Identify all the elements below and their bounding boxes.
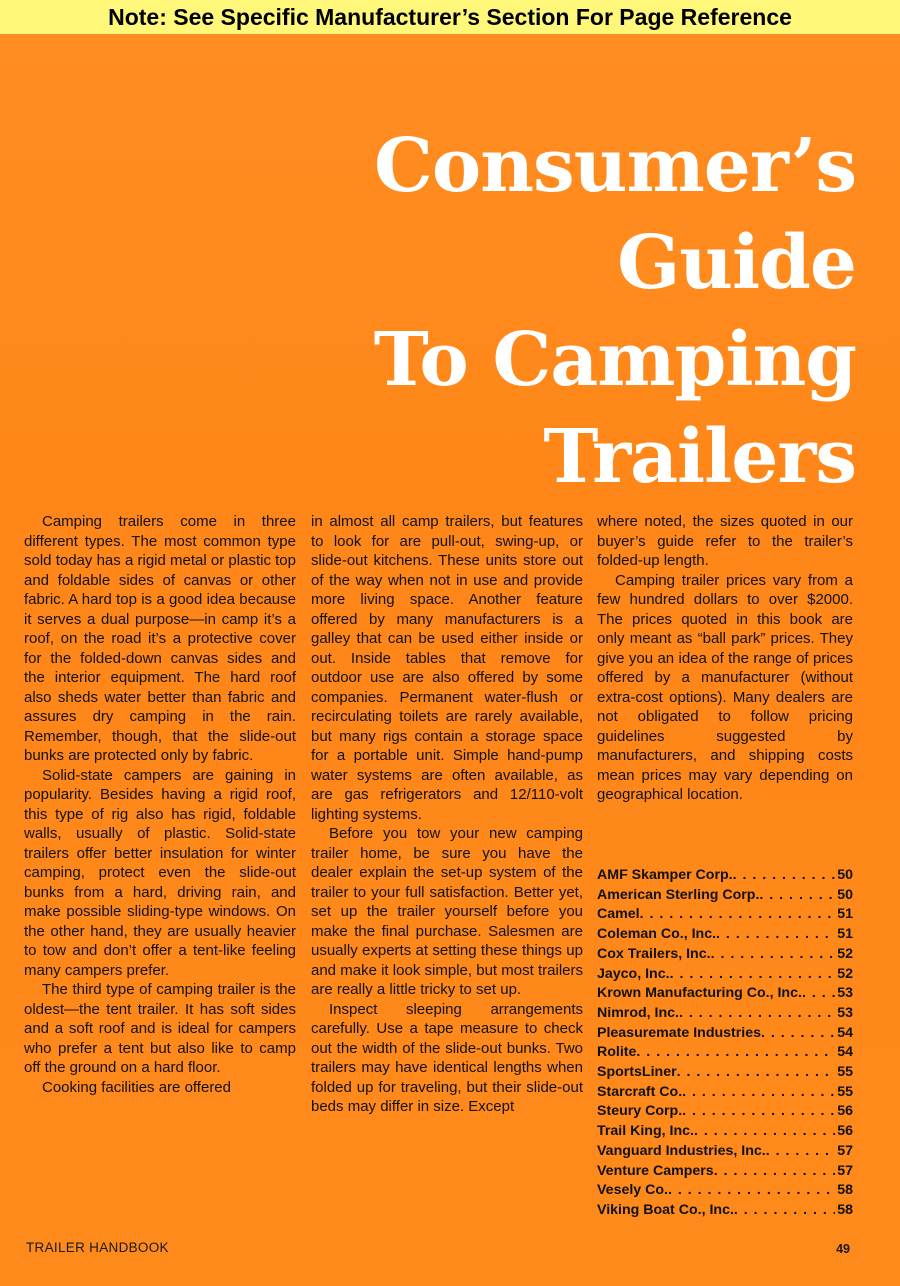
article-title [216, 118, 856, 506]
manufacturer-index-row [597, 866, 853, 886]
manufacturer-name: Nimrod, Inc. [597, 1004, 679, 1021]
manufacturer-index-row [597, 886, 853, 906]
manufacturer-index-row [597, 1004, 853, 1024]
leader-dots [682, 1083, 835, 1103]
manufacturer-page-number: 51 [837, 926, 853, 943]
manufacturer-page-number: 52 [837, 965, 853, 982]
manufacturer-name: Starcraft Co. [597, 1083, 683, 1100]
manufacturer-index-row [597, 1142, 853, 1162]
paragraph: where noted, the sizes quoted in our buyer’s guide refer to the trailer’s folded-up length. [597, 513, 853, 569]
leader-dots [636, 1043, 835, 1063]
manufacturer-name: Vanguard Industries, Inc. [597, 1142, 766, 1159]
manufacturer-name: SportsLiner [597, 1064, 677, 1081]
text-column-2 [311, 512, 583, 1117]
manufacturer-index-row [597, 1083, 853, 1103]
paragraph: Before you tow your new camping trailer home, be sure you have the dealer explain the set-up system of the trailer to your full satisfaction. Better yet, set up the trailer yourself before you make the final purchase. Salesmen are usually experts at setting these things up and make it look simple, but most trailers are really a little tricky to set up. [311, 825, 583, 998]
title-line-4: Trailers [543, 414, 856, 500]
manufacturer-page-number: 50 [837, 867, 853, 883]
manufacturer-index-row [597, 1063, 853, 1083]
paragraph: in almost all camp trailers, but features to look for are pull-out, swing-up, or slide-out kitchens. These units store out of the way when not in use and provide more living space. Another feature offered by many manufacturers is a galley that can be used either inside or out. Inside tables that remove for outdoor use are also offered by some companies. Permanent water-flush or recirculating toilets are rarely available, but many rigs contain a storage space for a portable unit. Simple hand-pump water systems are often available, as are gas refrigerators and 12/110-volt lighting systems. [311, 513, 583, 823]
text-column-3 [597, 512, 853, 805]
leader-dots [716, 925, 835, 945]
manufacturer-page-number: 54 [837, 1044, 853, 1061]
leader-dots [677, 1063, 836, 1083]
manufacturer-index-row [597, 1043, 853, 1063]
manufacturer-page-number: 51 [837, 906, 853, 923]
manufacturer-page-number: 53 [837, 985, 853, 1002]
leader-dots [640, 905, 836, 925]
page-reference-note: Note: See Specific Manufacturer’s Section For Page Reference [0, 0, 900, 34]
leader-dots [733, 866, 836, 886]
manufacturer-name: American Sterling Corp. [597, 886, 760, 903]
manufacturer-index [597, 866, 853, 1221]
manufacturer-page-number: 56 [837, 1123, 853, 1140]
leader-dots [759, 886, 835, 906]
manufacturer-page-number: 57 [837, 1162, 853, 1179]
page-number: 49 [836, 1242, 850, 1256]
paragraph: Camping trailer prices vary from a few hundred dollars to over $2000. The prices quoted in this book are only meant as “ball park” prices. They give you an idea of the range of prices offered by a manufacturer (without extra-cost options). Many dealers are not obligated to follow pricing guidelines suggested by manufacturers, and shipping costs mean prices may vary depending on geographical location. [597, 571, 853, 803]
manufacturer-index-row [597, 1181, 853, 1201]
paragraph: Cooking facilities are offered [42, 1078, 231, 1096]
manufacturer-name: Trail King, Inc. [597, 1123, 694, 1140]
manufacturer-name: Vesely Co. [597, 1182, 668, 1199]
leader-dots [761, 1024, 835, 1044]
manufacturer-name: Venture Campers [597, 1162, 714, 1179]
leader-dots [711, 945, 836, 965]
manufacturer-name: Camel [597, 906, 640, 923]
title-line-1: Consumer’s [373, 123, 856, 209]
magazine-page [0, 34, 900, 1286]
paragraph: Inspect sleeping arrangements carefully. Use a tape measure to check out the width of the slide-out bunks. Two trailers may have identical lengths when folded up for traveling, but their slide-out beds may differ in size. Except [311, 1000, 583, 1115]
manufacturer-page-number: 50 [837, 886, 853, 903]
manufacturer-name: Steury Corp. [597, 1103, 683, 1120]
manufacturer-name: Coleman Co., Inc. [597, 926, 717, 943]
manufacturer-page-number: 55 [837, 1064, 853, 1081]
manufacturer-name: Jayco, Inc. [597, 965, 670, 982]
manufacturer-index-row [597, 1162, 853, 1182]
leader-dots [734, 1201, 835, 1221]
manufacturer-index-row [597, 945, 853, 965]
paragraph: Solid-state campers are gaining in popularity. Besides having a rigid roof, this type of rig also has rigid, foldable walls, usually of plastic. Solid-state trailers offer better insulation for winter camping, protect even the slide-out bunks from a hard, driving rain, and make possible sliding-type windows. On the other hand, they are usually heavier to tow and don’t offer a tent-like feeling many campers prefer. [24, 766, 296, 979]
leader-dots [802, 984, 835, 1004]
leader-dots [668, 1181, 835, 1201]
leader-dots [766, 1142, 836, 1162]
manufacturer-index-row [597, 905, 853, 925]
manufacturer-name: Rolite [597, 1044, 637, 1061]
manufacturer-index-row [597, 1102, 853, 1122]
footer-publication: TRAILER HANDBOOK [26, 1240, 169, 1255]
manufacturer-name: Cox Trailers, Inc. [597, 945, 711, 962]
title-line-3: To Camping [373, 317, 856, 403]
manufacturer-name: AMF Skamper Corp. [597, 867, 733, 883]
manufacturer-name: Pleasuremate Industries [597, 1024, 762, 1041]
manufacturer-index-row [597, 965, 853, 985]
manufacturer-page-number: 52 [837, 945, 853, 962]
paragraph: The third type of camping trailer is the oldest—the tent trailer. It has soft sides and a soft roof and is ideal for campers who prefer a tent but also like to camp off the ground on a hard floor. [24, 981, 296, 1076]
leader-dots [679, 1004, 835, 1024]
manufacturer-page-number: 58 [837, 1182, 853, 1199]
leader-dots [670, 965, 836, 985]
leader-dots [682, 1102, 835, 1122]
paragraph: Camping trailers come in three different types. The most common type sold today has a rigid metal or plastic top and foldable sides of canvas or other fabric. A hard top is a good idea because it serves a dual purpose—in camp it’s a roof, on the road it’s a protective cover for the folded-down canvas sides and the interior equipment. The hard roof also sheds water better than fabric and assures dry camping in the rain. Remember, though, that the slide-out bunks are protected only by fabric. [24, 513, 296, 764]
manufacturer-index-row [597, 1122, 853, 1142]
title-line-2: Guide [617, 220, 856, 306]
manufacturer-page-number: 55 [837, 1083, 853, 1100]
manufacturer-page-number: 54 [837, 1024, 853, 1041]
leader-dots [714, 1162, 836, 1182]
manufacturer-page-number: 57 [837, 1142, 853, 1159]
manufacturer-name: Viking Boat Co., Inc. [597, 1201, 734, 1218]
manufacturer-index-row [597, 1201, 853, 1221]
manufacturer-name: Krown Manufacturing Co., Inc. [597, 985, 802, 1002]
manufacturer-index-row [597, 984, 853, 1004]
leader-dots [694, 1122, 835, 1142]
manufacturer-page-number: 58 [837, 1201, 853, 1218]
text-column-1 [24, 512, 296, 1097]
manufacturer-index-row [597, 1024, 853, 1044]
manufacturer-page-number: 53 [837, 1004, 853, 1021]
manufacturer-index-row [597, 925, 853, 945]
manufacturer-page-number: 56 [837, 1103, 853, 1120]
